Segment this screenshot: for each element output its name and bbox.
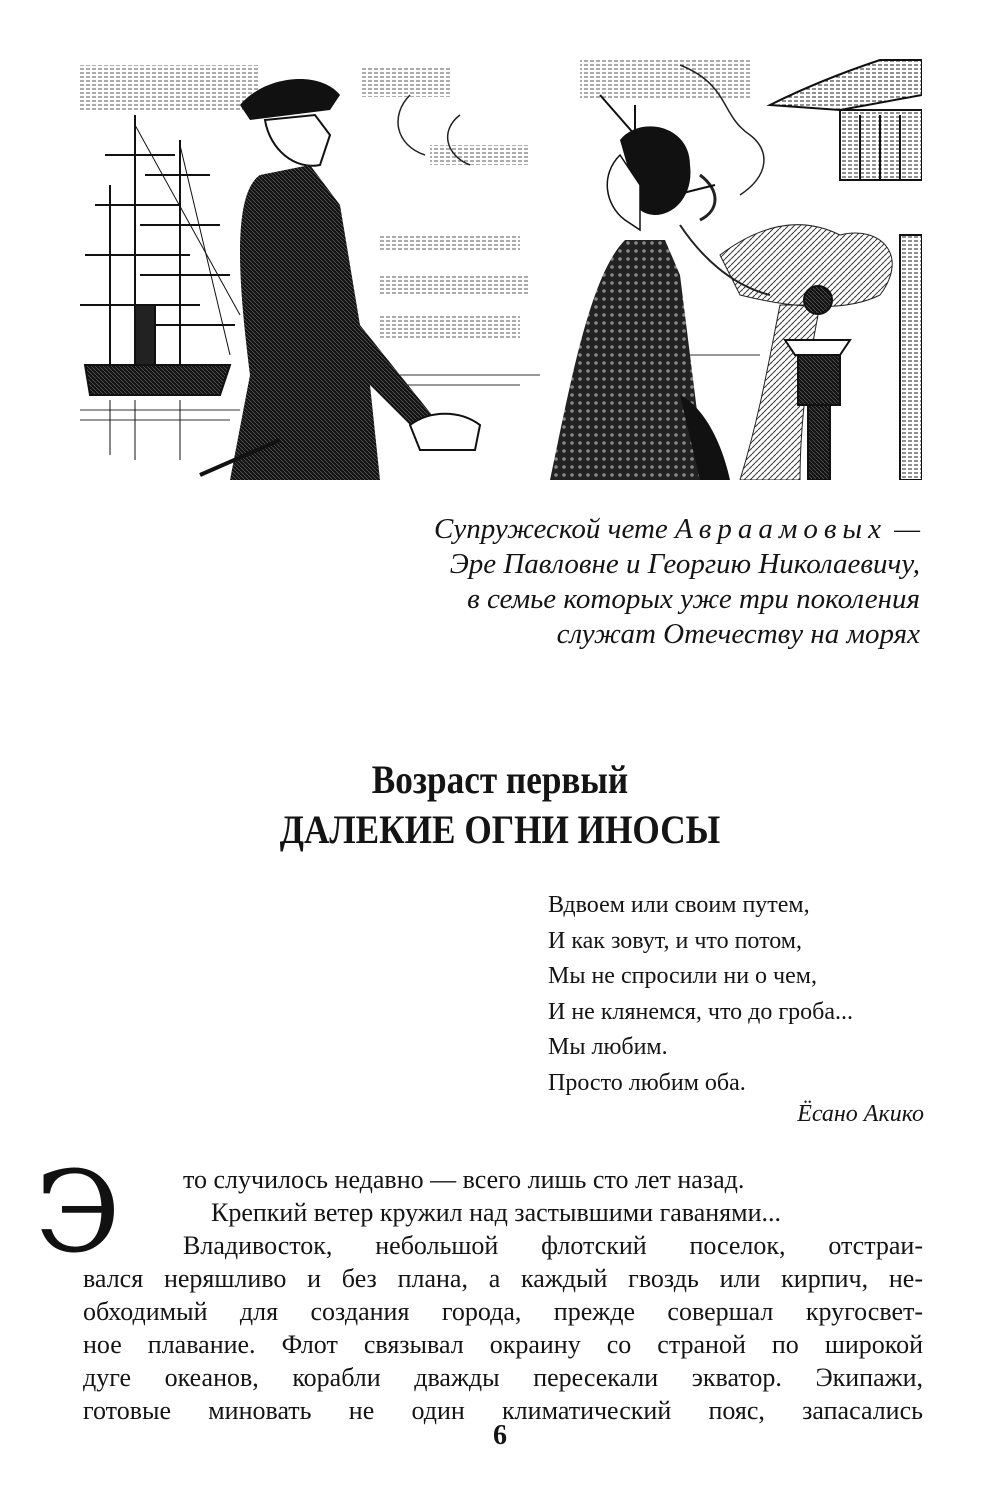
body-line: готовые миновать не один климатический пояс, запасались (83, 1396, 923, 1425)
epigraph-verse: Вдвоем или своим путем, (548, 892, 810, 918)
chapter-heading (0, 755, 1000, 855)
joined-hands (410, 414, 480, 450)
dedication-family-name: Авраамовых (675, 513, 887, 545)
japanese-woman (550, 95, 730, 480)
page-number: 6 (493, 1420, 507, 1451)
body-line: дуге океанов, корабли дважды пересекали экватор. Экипажи, (83, 1363, 923, 1392)
epigraph-verse: Мы не спросили ни о чем, (548, 963, 817, 989)
body-line: Владивосток, небольшой флотский поселок, отстраи- (183, 1231, 923, 1260)
dedication-line-3: в семье которых уже три поколения (467, 583, 920, 615)
dedication-line-2: Эре Павловне и Георгию Николаевичу, (449, 548, 920, 580)
body-line: то случилось недавно — всего лишь сто лет назад. (183, 1165, 745, 1194)
dedication-prefix: Супружеской чете (433, 513, 676, 545)
epigraph-verse: И не клянемся, что до гроба... (548, 998, 854, 1025)
chapter-subtitle: ДАЛЕКИЕ ОГНИ ИНОСЫ (279, 807, 721, 852)
body-line: ное плавание. Флот связывал окраину со страной по широкой (83, 1330, 923, 1359)
epigraph (548, 888, 928, 1133)
sailing-ship (80, 115, 240, 460)
dedication-dash: — (886, 513, 920, 545)
body-line: Крепкий ветер кружил над застывшими гаванями... (211, 1198, 781, 1227)
body-line: вался неряшливо и без плана, а каждый гвоздь или кирпич, не- (83, 1264, 923, 1293)
body-text (83, 1163, 923, 1427)
epigraph-verse: Мы любим. (548, 1034, 668, 1060)
dedication-line-1 (320, 512, 920, 547)
body-line: обходимый для создания города, прежде совершал кругосвет- (83, 1297, 923, 1326)
drop-cap: Э (35, 1148, 121, 1278)
dedication-line-4: служат Отечеству на морях (556, 618, 920, 650)
chapter-title: Возраст первый (371, 757, 629, 802)
engraving-image (80, 55, 922, 480)
epigraph-author: Ёсано Акико (797, 1101, 924, 1127)
epigraph-verse: Просто любим оба. (548, 1069, 746, 1096)
frontispiece-illustration (80, 55, 922, 480)
epigraph-verse: И как зовут, и что потом, (548, 927, 802, 954)
dedication (320, 512, 920, 652)
